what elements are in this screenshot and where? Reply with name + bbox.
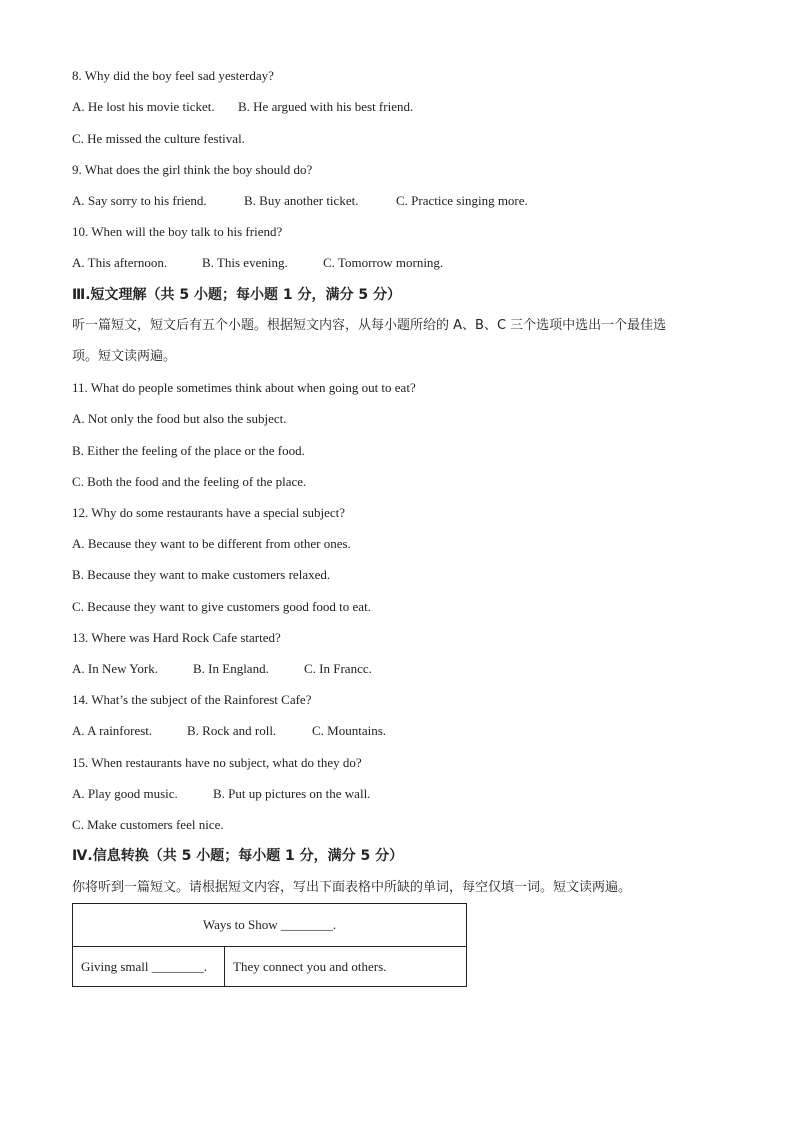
question-10-options — [72, 255, 443, 271]
option-12c: C. Because they want to give customers good food to eat. — [72, 599, 371, 614]
question-12: 12. Why do some restaurants have a special subject? — [72, 505, 346, 520]
table-title-cell: Ways to Show ________. — [73, 904, 466, 947]
option-8c: C. He missed the culture festival. — [72, 131, 245, 146]
question-14-options — [72, 723, 386, 739]
option-10b: B. This evening. — [202, 255, 288, 270]
section-3-heading: Ⅲ.短文理解（共 5 小题；每小题 1 分，满分 5 分） — [72, 287, 402, 303]
info-table — [72, 903, 467, 987]
option-13b: B. In England. — [193, 661, 269, 676]
question-10: 10. When will the boy talk to his friend? — [72, 224, 283, 239]
option-14b: B. Rock and roll. — [187, 723, 277, 738]
question-13: 13. Where was Hard Rock Cafe started? — [72, 630, 281, 645]
question-14: 14. What’s the subject of the Rainforest Cafe? — [72, 692, 312, 707]
table-cell-left: Giving small ________. — [73, 946, 225, 987]
question-15-options-ab — [72, 786, 370, 802]
option-12a: A. Because they want to be different from other ones. — [72, 536, 351, 551]
option-11b: B. Either the feeling of the place or the food. — [72, 443, 305, 458]
section-3-instructions-line-1: 听一篇短文，短文后有五个小题。根据短文内容，从每小题所给的 A、B、C 三个选项中选出一个最佳选 — [72, 318, 667, 333]
question-8-options-ab — [72, 99, 413, 115]
option-11a: A. Not only the food but also the subject. — [72, 411, 287, 426]
question-15: 15. When restaurants have no subject, what do they do? — [72, 755, 362, 770]
option-9a: A. Say sorry to his friend. — [72, 193, 207, 208]
option-10c: C. Tomorrow morning. — [323, 255, 444, 270]
question-8: 8. Why did the boy feel sad yesterday? — [72, 68, 274, 83]
section-3-instructions-line-2: 项。短文读两遍。 — [72, 349, 177, 364]
question-13-options — [72, 661, 372, 677]
section-4-instructions: 你将听到一篇短文。请根据短文内容，写出下面表格中所缺的单词，每空仅填一词。短文读两遍。 — [72, 880, 632, 895]
option-15b: B. Put up pictures on the wall. — [213, 786, 371, 801]
option-15a: A. Play good music. — [72, 786, 178, 801]
option-11c: C. Both the food and the feeling of the place. — [72, 474, 307, 489]
option-13a: A. In New York. — [72, 661, 158, 676]
question-9: 9. What does the girl think the boy should do? — [72, 162, 313, 177]
option-8b: B. He argued with his best friend. — [238, 99, 414, 114]
option-9b: B. Buy another ticket. — [244, 193, 359, 208]
option-13c: C. In Francc. — [304, 661, 372, 676]
option-14a: A. A rainforest. — [72, 723, 153, 738]
question-9-options — [72, 193, 528, 209]
option-15c: C. Make customers feel nice. — [72, 817, 224, 832]
section-4-heading: Ⅳ.信息转换（共 5 小题；每小题 1 分，满分 5 分） — [72, 848, 404, 864]
option-8a: A. He lost his movie ticket. — [72, 99, 215, 114]
option-9c: C. Practice singing more. — [396, 193, 528, 208]
question-11: 11. What do people sometimes think about when going out to eat? — [72, 380, 416, 395]
option-14c: C. Mountains. — [312, 723, 387, 738]
option-10a: A. This afternoon. — [72, 255, 168, 270]
option-12b: B. Because they want to make customers relaxed. — [72, 567, 331, 582]
table-cell-right: They connect you and others. — [233, 959, 387, 974]
